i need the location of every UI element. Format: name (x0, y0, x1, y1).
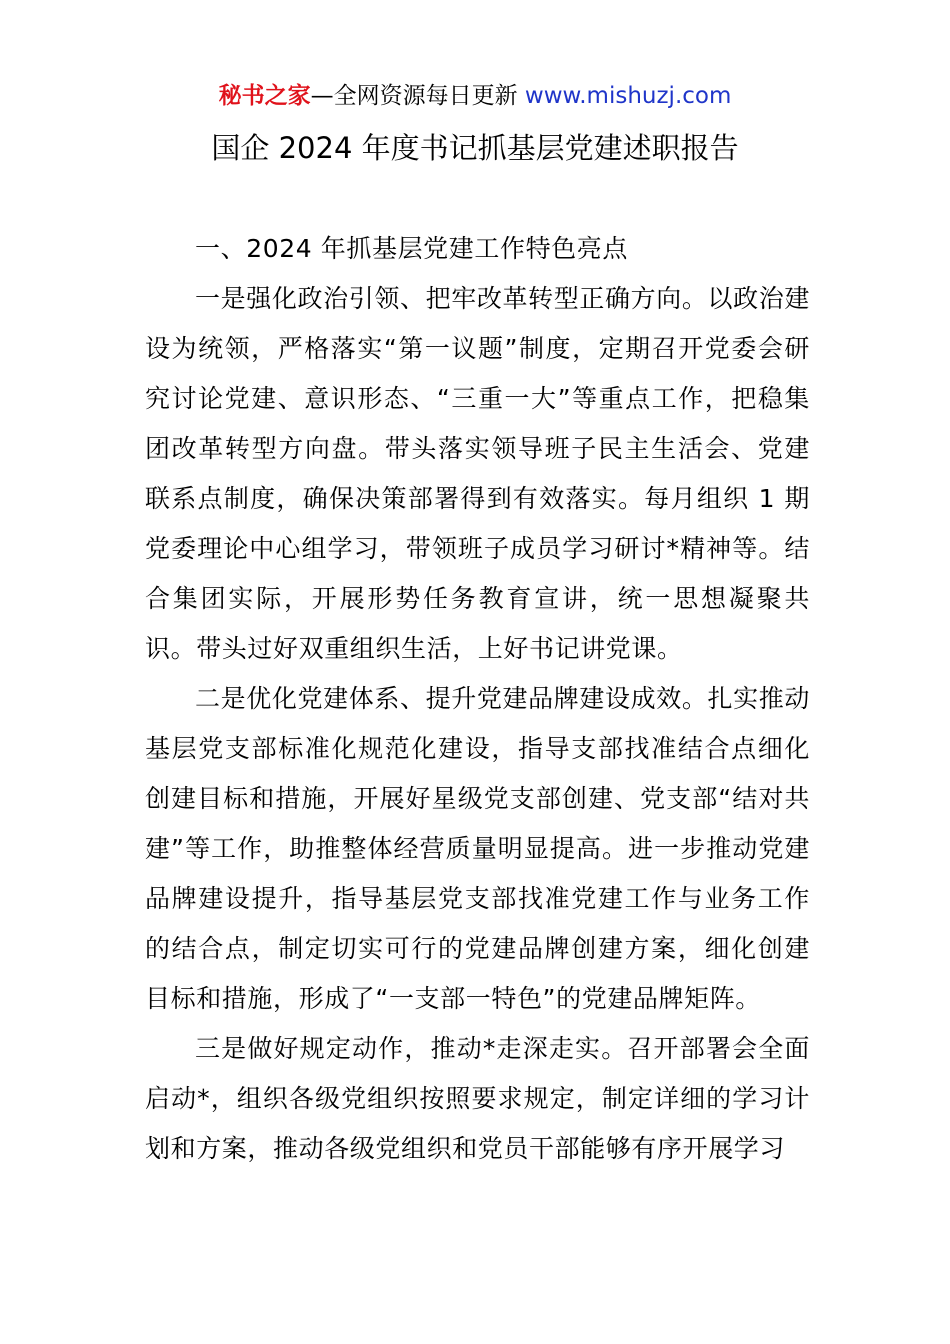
paragraph: 三是做好规定动作，推动*走深走实。召开部署会全面启动*，组织各级党组织按照要求规定，制定详细的学习计划和方案，推动各级党组织和党员干部能够有序开展学习 (145, 1034, 810, 1163)
site-header (0, 80, 950, 112)
site-url-link[interactable]: www.mishuzj.com (524, 83, 732, 109)
brand-name: 秘书之家 (218, 83, 311, 109)
document-body (145, 224, 810, 1174)
section-heading: 一、2024 年抓基层党建工作特色亮点 (195, 234, 628, 263)
document-title: 国企 2024 年度书记抓基层党建述职报告 (211, 131, 739, 165)
paragraph: 二是优化党建体系、提升党建品牌建设成效。扎实推动基层党支部标准化规范化建设，指导支部找准结合点细化创建目标和措施，开展好星级党支部创建、党支部“结对共建”等工作，助推整体经营质量明显提高。进一步推动党建品牌建设提升，指导基层党支部找准党建工作与业务工作的结合点，制定切实可行的党建品牌创建方案，细化创建目标和措施，形成了“一支部一特色”的党建品牌矩阵。 (145, 684, 810, 1013)
paragraph: 一是强化政治引领、把牢改革转型正确方向。以政治建设为统领，严格落实“第一议题”制度，定期召开党委会研究讨论党建、意识形态、“三重一大”等重点工作，把稳集团改革转型方向盘。带头落实领导班子民主生活会、党建联系点制度，确保决策部署得到有效落实。每月组织 1 期党委理论中心组学习，带领班子成员学习研讨*精神等。结合集团实际，开展形势任务教育宣讲，统一思想凝聚共识。带头过好双重组织生活，上好书记讲党课。 (145, 284, 810, 663)
header-tagline: —全网资源每日更新 (310, 83, 525, 109)
